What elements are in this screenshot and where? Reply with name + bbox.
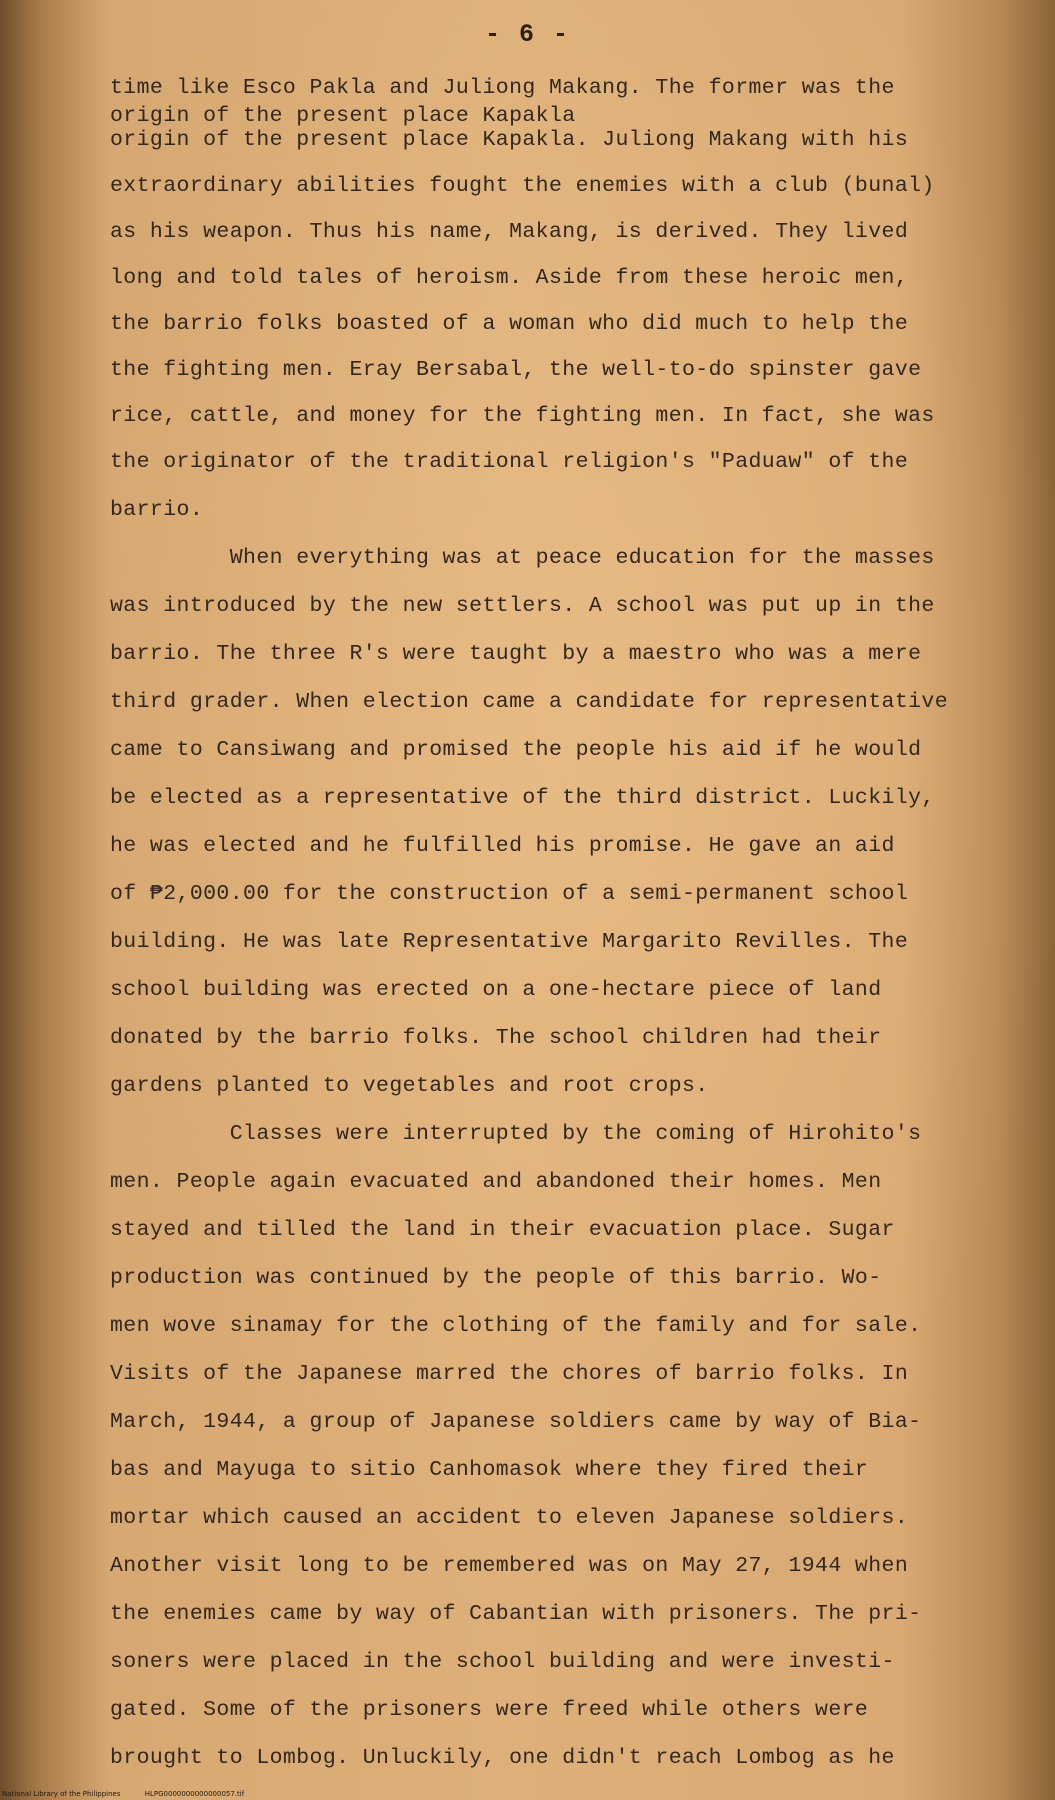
text-line: brought to Lombog. Unluckily, one didn't reach Lombog as he (110, 1746, 895, 1770)
text-line: production was continued by the people of this barrio. Wo- (110, 1266, 882, 1290)
text-line: time like Esco Pakla and Juliong Makang. The former was the (110, 76, 895, 100)
text-line: origin of the present place Kapakla. Juliong Makang with his (110, 128, 909, 152)
text-line: Classes were interrupted by the coming of Hirohito's (110, 1122, 922, 1146)
footer-library-name: National Library of the Philippines (2, 1790, 121, 1798)
text-line: extraordinary abilities fought the enemies with a club (bunal) (110, 174, 935, 198)
text-line: mortar which caused an accident to eleven Japanese soldiers. (110, 1506, 909, 1530)
text-line: building. He was late Representative Margarito Revilles. The (110, 930, 909, 954)
footer-file-id: HLPG0000000000000057.tif (144, 1790, 245, 1798)
text-line: of ₱2,000.00 for the construction of a semi-permanent school (110, 882, 909, 906)
text-line: men wove sinamay for the clothing of the family and for sale. (110, 1314, 922, 1338)
scan-footer (2, 1790, 266, 1798)
text-line: barrio. The three R's were taught by a maestro who was a mere (110, 642, 922, 666)
text-line: Visits of the Japanese marred the chores of barrio folks. In (110, 1362, 909, 1386)
text-line: third grader. When election came a candidate for representative (110, 690, 949, 714)
text-line: March, 1944, a group of Japanese soldiers came by way of Bia- (110, 1410, 922, 1434)
text-line: the originator of the traditional religion's "Paduaw" of the (110, 450, 909, 474)
text-line: Another visit long to be remembered was on May 27, 1944 when (110, 1554, 909, 1578)
text-line: gardens planted to vegetables and root crops. (110, 1074, 709, 1098)
text-line: as his weapon. Thus his name, Makang, is derived. They lived (110, 220, 909, 244)
text-line: origin of the present place Kapakla (110, 104, 576, 128)
text-line: barrio. (110, 498, 204, 522)
text-line: the enemies came by way of Cabantian with prisoners. The pri- (110, 1602, 922, 1626)
text-line: he was elected and he fulfilled his promise. He gave an aid (110, 834, 895, 858)
text-line: gated. Some of the prisoners were freed while others were (110, 1698, 869, 1722)
text-line: was introduced by the new settlers. A school was put up in the (110, 594, 935, 618)
text-line: be elected as a representative of the third district. Luckily, (110, 786, 935, 810)
text-line: school building was erected on a one-hectare piece of land (110, 978, 882, 1002)
text-line: came to Cansiwang and promised the people his aid if he would (110, 738, 922, 762)
text-line: When everything was at peace education for the masses (110, 546, 935, 570)
text-line: men. People again evacuated and abandoned their homes. Men (110, 1170, 882, 1194)
text-line: long and told tales of heroism. Aside from these heroic men, (110, 266, 909, 290)
text-line: soners were placed in the school building and were investi- (110, 1650, 895, 1674)
text-line: the fighting men. Eray Bersabal, the well-to-do spinster gave (110, 358, 922, 382)
page-number: - 6 - (484, 20, 570, 49)
text-line: rice, cattle, and money for the fighting men. In fact, she was (110, 404, 935, 428)
text-line: donated by the barrio folks. The school children had their (110, 1026, 882, 1050)
text-line: bas and Mayuga to sitio Canhomasok where they fired their (110, 1458, 869, 1482)
text-line: the barrio folks boasted of a woman who did much to help the (110, 312, 909, 336)
text-line: stayed and tilled the land in their evacuation place. Sugar (110, 1218, 895, 1242)
